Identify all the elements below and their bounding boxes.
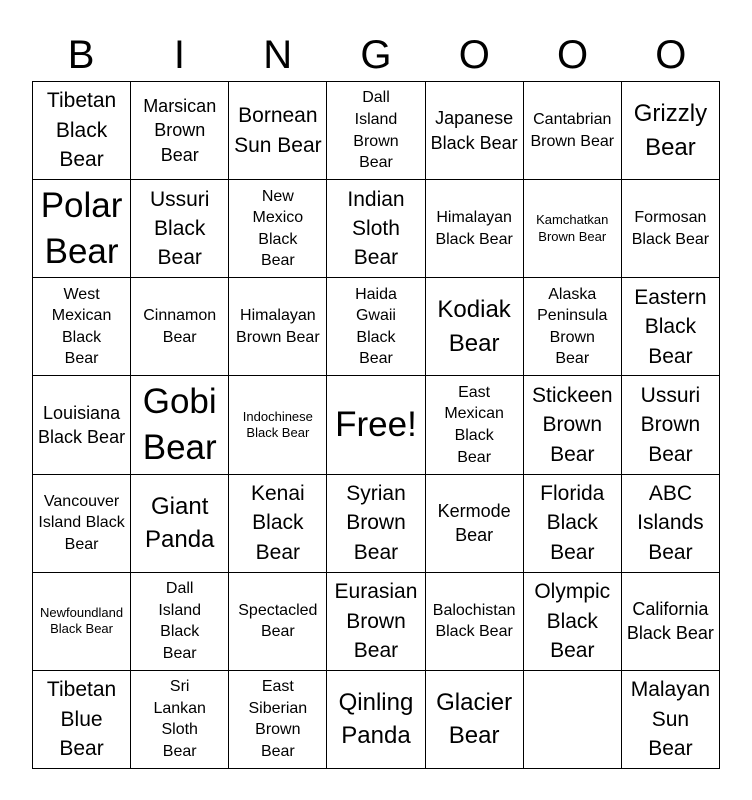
bingo-cell <box>426 180 524 278</box>
bingo-cell <box>33 475 131 573</box>
cell-label: Ussuri Brown Bear <box>640 383 701 466</box>
cell-label: Olympic Black Bear <box>534 580 611 662</box>
cell-label: Himalayan Brown Bear <box>236 307 320 346</box>
free-space: Free! <box>335 405 417 445</box>
bingo-cell <box>426 671 524 769</box>
cell-label: Polar Bear <box>40 186 123 271</box>
bingo-cell <box>131 671 229 769</box>
cell-label: Florida Black Bear <box>540 482 605 564</box>
cell-label: Stickeen Brown Bear <box>531 383 613 466</box>
cell-label: Sri Lankan Sloth Bear <box>153 678 206 761</box>
cell-label: West Mexican Black Bear <box>51 285 112 368</box>
cell-label: Giant Panda <box>145 492 215 554</box>
bingo-cell <box>426 278 524 376</box>
bingo-cell <box>131 573 229 671</box>
cell-label: Malayan Sun Bear <box>630 678 711 761</box>
cell-label: Kermode Bear <box>437 500 511 546</box>
bingo-cell <box>426 475 524 573</box>
bingo-cell <box>327 376 425 474</box>
cell-label: Indochinese Black Bear <box>242 408 313 440</box>
cell-label: Japanese Black Bear <box>430 108 518 153</box>
cell-label: Tibetan Black Bear <box>46 89 117 172</box>
cell-label: Dall Island Black Bear <box>158 580 202 662</box>
cell-label: Glacier Bear <box>436 688 513 750</box>
bingo-cell <box>622 671 720 769</box>
bingo-cell <box>33 671 131 769</box>
cell-label: Syrian Brown Bear <box>346 482 406 564</box>
bingo-cell <box>622 278 720 376</box>
cell-label: Louisiana Black Bear <box>38 402 126 447</box>
bingo-cell <box>229 671 327 769</box>
bingo-cell <box>426 376 524 474</box>
bingo-cell <box>33 180 131 278</box>
bingo-cell <box>131 475 229 573</box>
cell-label: Marsican Brown Bear <box>143 96 217 165</box>
bingo-cell <box>524 82 622 180</box>
bingo-cell <box>327 180 425 278</box>
bingo-card-grid <box>32 81 720 769</box>
header-letter-o-3: O <box>655 33 687 77</box>
cell-label: Kenai Black Bear <box>250 482 305 564</box>
bingo-cell-empty <box>524 671 622 769</box>
cell-label: California Black Bear <box>626 598 714 644</box>
cell-label: ABC Islands Bear <box>637 482 704 564</box>
header-letter-o: O <box>458 33 490 77</box>
cell-label: Bornean Sun Bear <box>234 104 322 157</box>
bingo-cell <box>622 82 720 180</box>
bingo-cell <box>131 82 229 180</box>
cell-label: Dall Island Brown Bear <box>353 89 399 172</box>
bingo-cell <box>622 180 720 278</box>
cell-label: Kodiak Bear <box>437 296 511 357</box>
header-letter-n: N <box>263 33 293 77</box>
cell-label: Vancouver Island Black Bear <box>38 492 125 553</box>
cell-label: East Siberian Brown Bear <box>248 678 308 761</box>
cell-label: Eastern Black Bear <box>634 285 707 368</box>
cell-label: Spectacled Bear <box>238 601 318 641</box>
cell-label: Cantabrian Brown Bear <box>530 110 615 150</box>
cell-label: Kamchatkan Brown Bear <box>536 212 609 244</box>
header-letter-g: G <box>360 33 392 77</box>
cell-label: Newfoundland Black Bear <box>40 605 124 637</box>
bingo-cell <box>524 278 622 376</box>
bingo-cell <box>229 278 327 376</box>
cell-label: Alaska Peninsula Brown Bear <box>537 285 608 368</box>
bingo-cell <box>229 180 327 278</box>
cell-label: Grizzly Bear <box>633 99 708 161</box>
bingo-cell <box>327 278 425 376</box>
header-letter-b: B <box>67 33 95 77</box>
bingo-cell <box>131 278 229 376</box>
bingo-cell <box>131 180 229 278</box>
cell-label: East Mexican Black Bear <box>444 383 504 466</box>
cell-label: Eurasian Brown Bear <box>334 580 418 662</box>
bingo-cell <box>33 278 131 376</box>
cell-label: Balochistan Black Bear <box>432 601 516 641</box>
cell-label: New Mexico Black Bear <box>252 187 304 270</box>
bingo-cell <box>327 671 425 769</box>
cell-label: Himalayan Black Bear <box>435 209 513 248</box>
bingo-cell <box>229 475 327 573</box>
cell-label: Indian Sloth Bear <box>347 187 405 270</box>
cell-label: Cinnamon Bear <box>143 307 217 346</box>
bingo-cell <box>229 573 327 671</box>
bingo-cell <box>33 82 131 180</box>
header-letter-o-2: O <box>557 33 589 77</box>
bingo-cell <box>524 573 622 671</box>
bingo-cell <box>327 475 425 573</box>
bingo-header <box>32 28 720 82</box>
bingo-cell <box>622 376 720 474</box>
cell-label: Ussuri Black Bear <box>149 187 210 270</box>
bingo-cell <box>33 573 131 671</box>
bingo-cell <box>426 573 524 671</box>
bingo-cell <box>622 573 720 671</box>
header-letter-i: I <box>173 33 185 77</box>
bingo-cell <box>131 376 229 474</box>
bingo-cell <box>33 376 131 474</box>
bingo-cell <box>327 82 425 180</box>
bingo-cell <box>229 376 327 474</box>
cell-label: Qinling Panda <box>338 688 414 750</box>
cell-label: Gobi Bear <box>142 382 217 467</box>
bingo-cell <box>327 573 425 671</box>
bingo-cell <box>524 376 622 474</box>
bingo-cell <box>524 180 622 278</box>
bingo-cell <box>524 475 622 573</box>
cell-label: Formosan Black Bear <box>631 209 710 248</box>
bingo-cell <box>622 475 720 573</box>
bingo-cell <box>426 82 524 180</box>
cell-label: Tibetan Blue Bear <box>46 678 117 761</box>
bingo-cell <box>229 82 327 180</box>
cell-label: Haida Gwaii Black Bear <box>355 285 397 368</box>
